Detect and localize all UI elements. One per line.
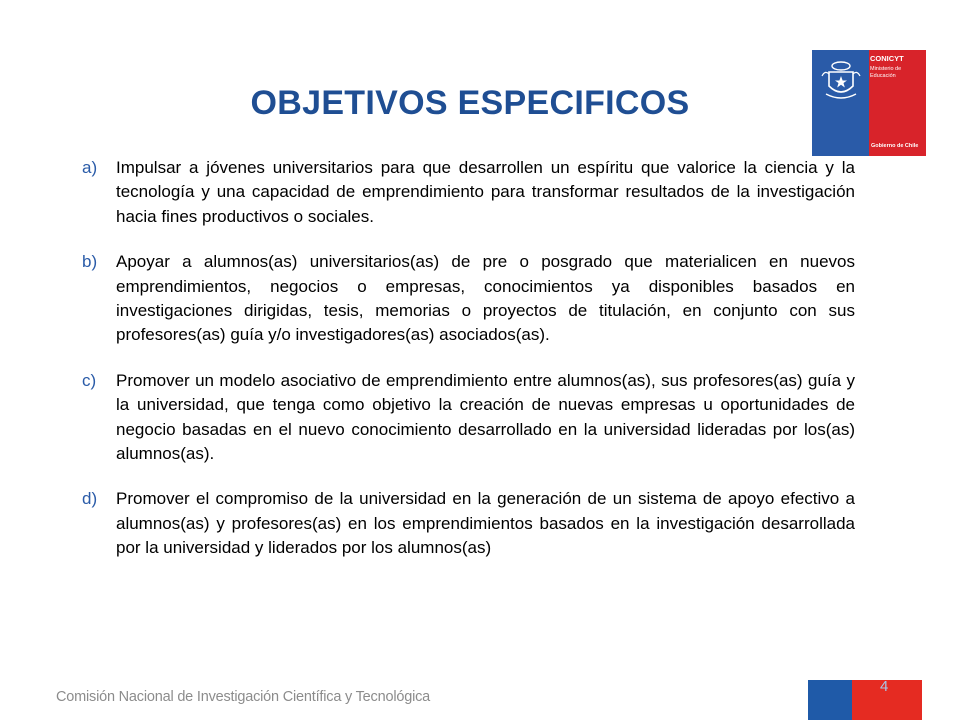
objective-item <box>82 369 855 467</box>
objectives-list <box>82 156 855 582</box>
objective-marker: c) <box>82 370 97 390</box>
objective-item <box>82 487 855 560</box>
objective-item <box>82 250 855 348</box>
page-number: 4 <box>880 678 889 695</box>
objective-marker: a) <box>82 158 98 177</box>
logo-brand: CONICYT <box>870 54 904 63</box>
logo-ministry: Ministerio de Educación <box>870 66 902 79</box>
objective-marker: d) <box>82 489 98 509</box>
objective-item <box>82 156 855 229</box>
page-title: OBJETIVOS ESPECIFICOS <box>250 84 690 122</box>
logo-government: Gobierno de Chile <box>871 143 919 149</box>
footer-flag-bars <box>808 680 922 720</box>
objective-text: Impulsar a jóvenes universitarios para que desarrollen un espíritu que valorice la ciencia y la tecnología y una capacidad de emprendimiento para transformar resultados de la investigación hacia fines productivos o sociales. <box>116 158 855 226</box>
objective-text: Apoyar a alumnos(as) universitarios(as) de pre o posgrado que materialicen en nuevos emprendimientos, negocios o empresas, conocimientos ya disponibles basados en investigaciones dirigidas, tesis, memorias o proyectos de titulación, en conjunto con sus profesores(as) guía y/o investigadores(as) asociados(as). <box>116 252 855 345</box>
footer-institution: Comisión Nacional de Investigación Científica y Tecnológica <box>56 689 431 705</box>
footer-blue-bar <box>808 680 852 720</box>
objective-marker: b) <box>82 252 98 272</box>
objective-text: Promover un modelo asociativo de emprendimiento entre alumnos(as), sus profesores(as) guía y la universidad, que tenga como objetivo la creación de nuevas empresas u oportunidades de negocio basadas en el nuevo conocimiento desarrollado en la universidad lideradas por los(as) alumnos(as). <box>116 370 855 464</box>
objective-text: Promover el compromiso de la universidad en la generación de un sistema de apoyo efectivo a alumnos(as) y profesores(as) en los emprendimientos basados en la investigación desarrollada por la universidad y liderados por los alumnos(as) <box>116 489 855 558</box>
